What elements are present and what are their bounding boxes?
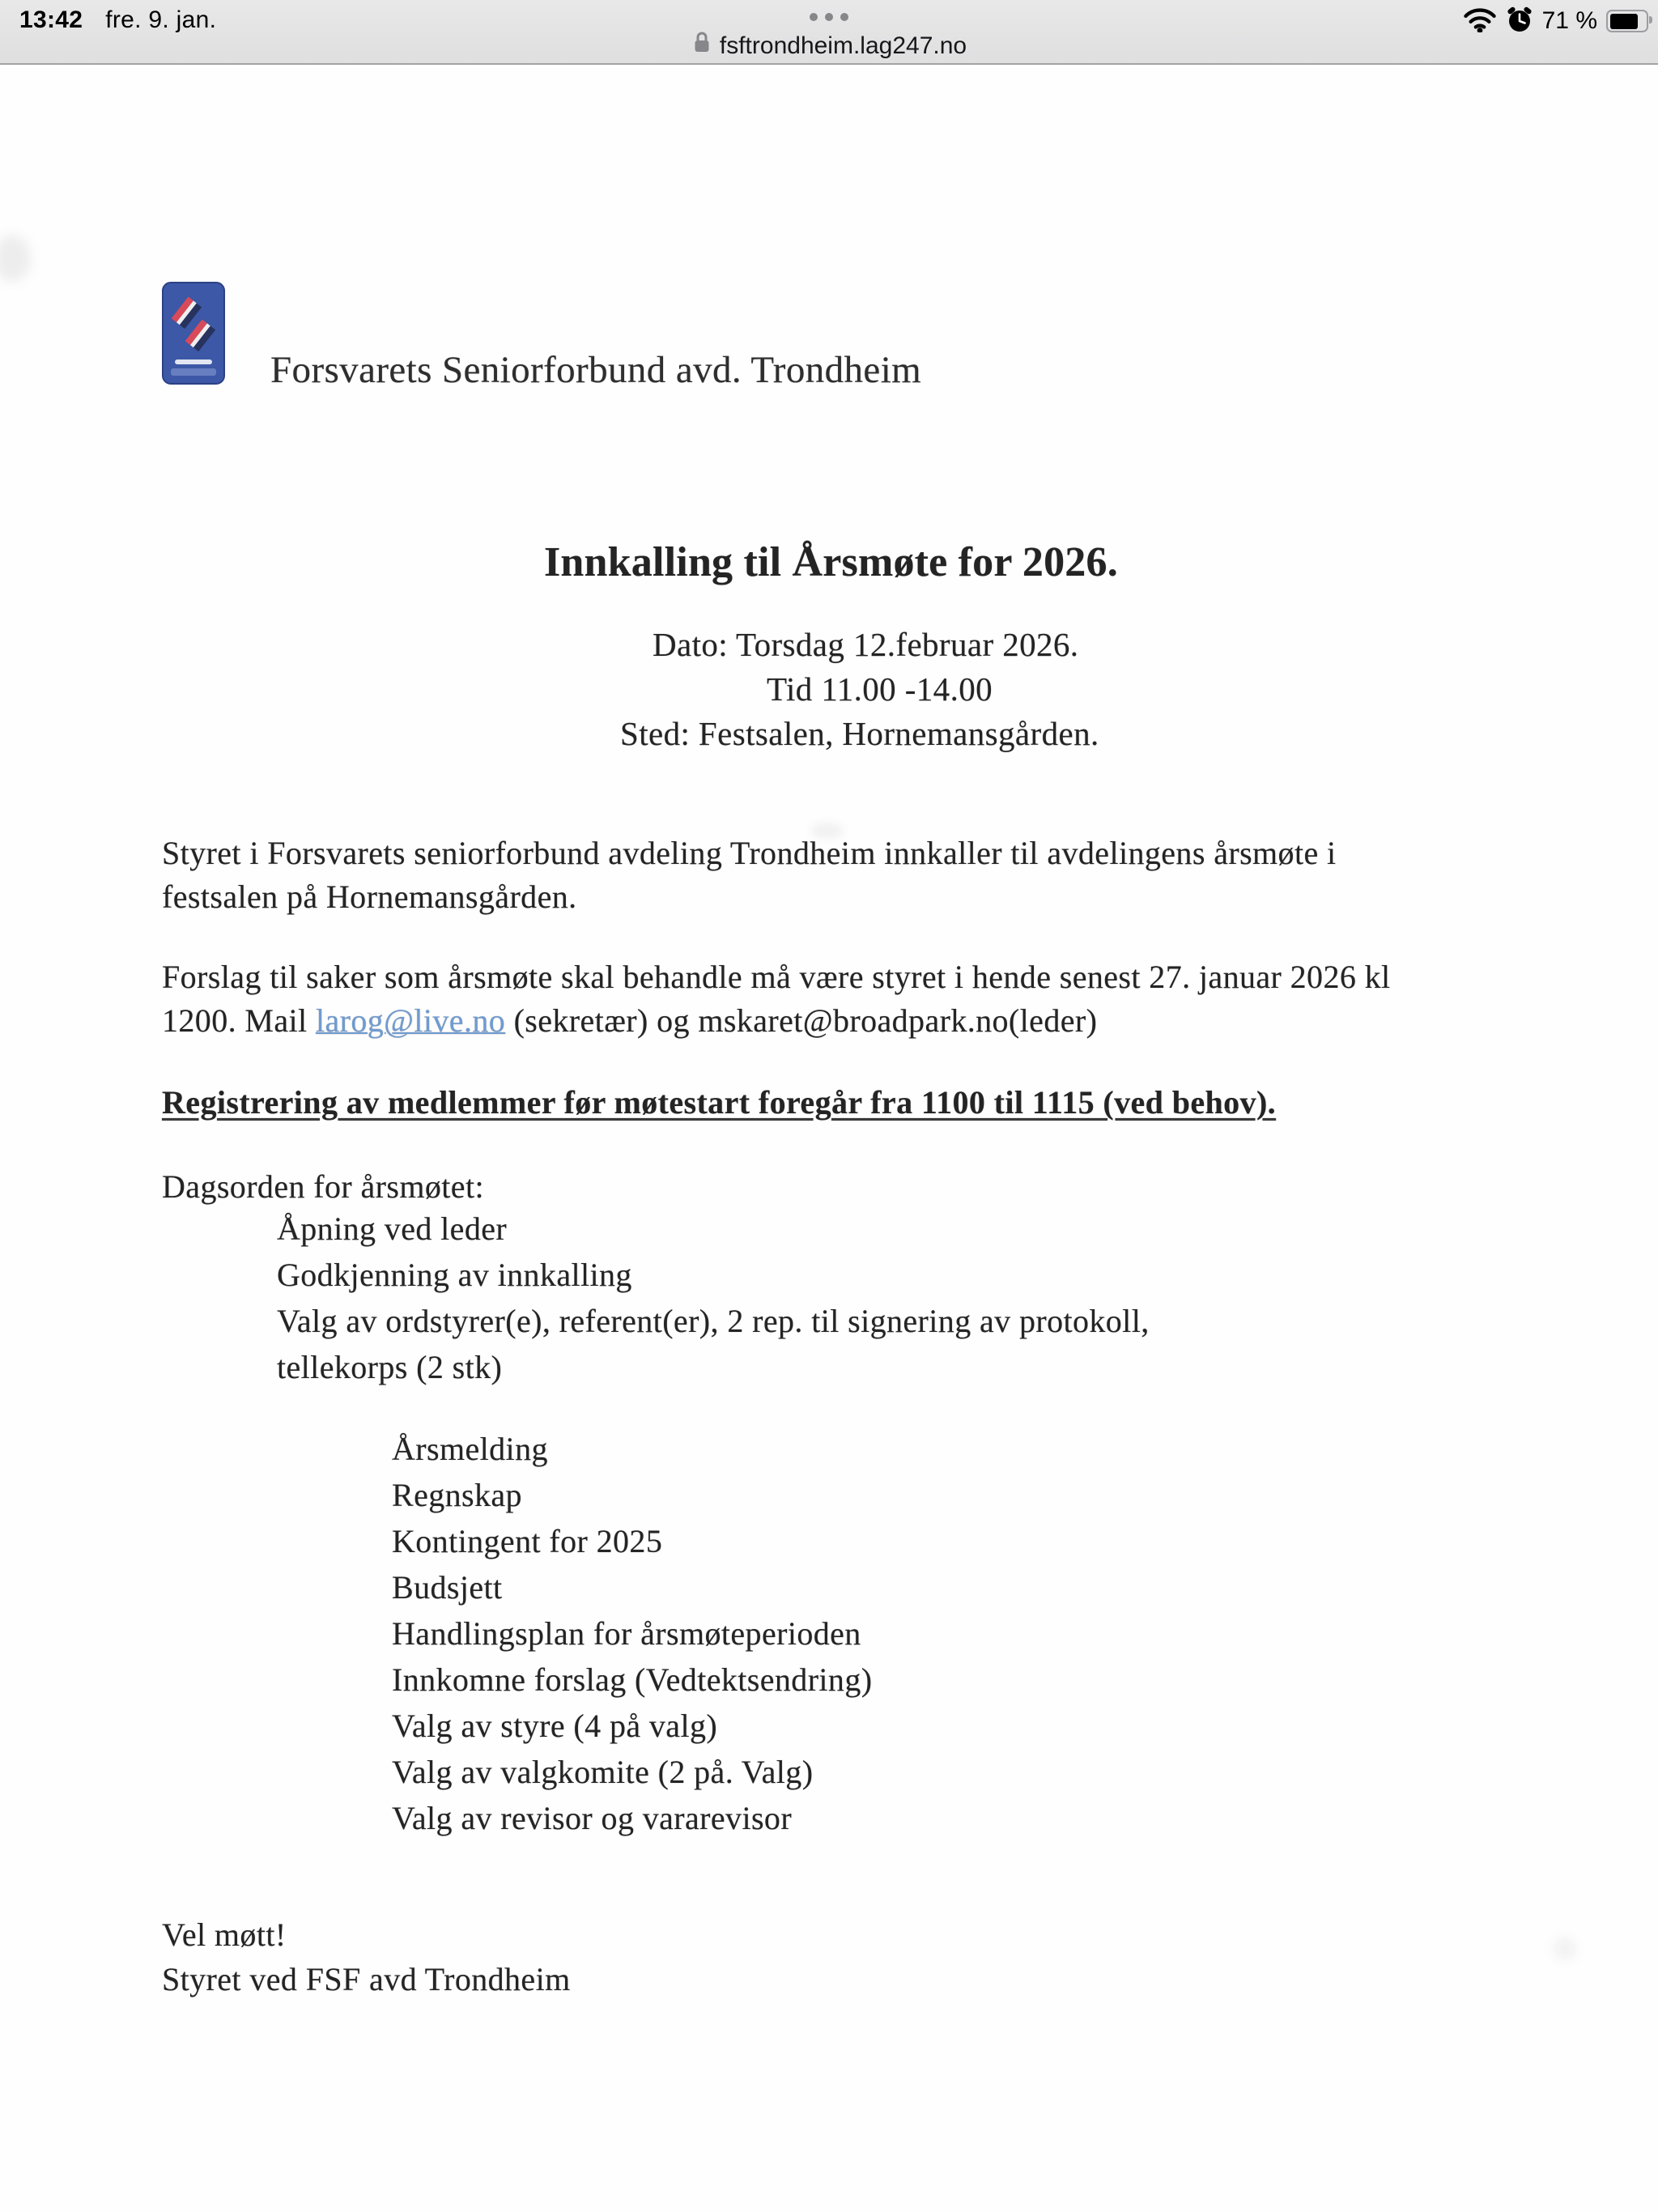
address-bar[interactable] bbox=[0, 31, 1658, 62]
agenda-item: Valg av revisor og vararevisor bbox=[392, 1800, 793, 1836]
org-name: Forsvarets Seniorforbund avd. Trondheim bbox=[270, 349, 922, 391]
scan-artifact bbox=[0, 235, 31, 282]
safari-top-chrome bbox=[0, 0, 1658, 65]
page-title: Innkalling til Årsmøte for 2026. bbox=[544, 539, 1118, 585]
multitasking-dots-icon[interactable] bbox=[810, 13, 848, 21]
dot-icon bbox=[840, 13, 848, 21]
battery-tip bbox=[1649, 16, 1652, 23]
proposal-line: Forslag til saker som årsmøte skal behandle må være styret i hende senest 27. januar 2026 kl bbox=[162, 959, 1391, 995]
agenda-item: Åpning ved leder bbox=[277, 1210, 508, 1247]
place-line: Sted: Festsalen, Hornemansgården. bbox=[620, 715, 1099, 752]
registration-line: Registrering av medlemmer før møtestart foregår fra 1100 til 1115 (ved behov). bbox=[162, 1084, 1277, 1121]
status-left bbox=[19, 6, 216, 34]
closing-line: Vel møtt! bbox=[162, 1916, 287, 1953]
dot-icon bbox=[825, 13, 833, 21]
agenda-heading: Dagsorden for årsmøtet: bbox=[162, 1168, 484, 1205]
document-page bbox=[0, 65, 1658, 2212]
battery-fill bbox=[1610, 14, 1638, 29]
status-date: fre. 9. jan. bbox=[105, 6, 217, 33]
closing-line: Styret ved FSF avd Trondheim bbox=[162, 1961, 571, 1997]
intro-line: festsalen på Hornemansgården. bbox=[162, 878, 577, 915]
scan-artifact bbox=[1553, 1937, 1577, 1961]
agenda-item: Regnskap bbox=[392, 1477, 522, 1513]
fsf-logo bbox=[162, 282, 225, 385]
address-domain: fsftrondheim.lag247.no bbox=[719, 32, 967, 59]
battery-percent: 71 % bbox=[1541, 7, 1597, 34]
agenda-item: Valg av valgkomite (2 på. Valg) bbox=[392, 1754, 814, 1790]
agenda-item: Valg av ordstyrer(e), referent(er), 2 rep. til signering av protokoll, bbox=[277, 1303, 1150, 1339]
date-line: Dato: Torsdag 12.februar 2026. bbox=[653, 626, 1079, 663]
time-line: Tid 11.00 -14.00 bbox=[767, 670, 993, 708]
intro-line: Styret i Forsvarets seniorforbund avdeling Trondheim innkaller til avdelingens årsmøte i bbox=[162, 835, 1337, 871]
agenda-item: tellekorps (2 stk) bbox=[277, 1349, 503, 1385]
agenda-item: Innkomne forslag (Vedtektsendring) bbox=[392, 1661, 873, 1698]
dot-icon bbox=[810, 13, 818, 21]
padlock-icon bbox=[691, 31, 712, 62]
agenda-item: Valg av styre (4 på valg) bbox=[392, 1708, 718, 1744]
proposal-pre: 1200. Mail bbox=[162, 1002, 316, 1039]
agenda-item: Kontingent for 2025 bbox=[392, 1523, 663, 1559]
status-time: 13:42 bbox=[19, 6, 83, 33]
agenda-item: Godkjenning av innkalling bbox=[277, 1257, 632, 1293]
agenda-item: Budsjett bbox=[392, 1569, 503, 1606]
agenda-item: Handlingsplan for årsmøteperioden bbox=[392, 1615, 861, 1652]
proposal-post: (sekretær) og mskaret@broadpark.no(leder) bbox=[505, 1002, 1098, 1039]
email-link[interactable]: larog@live.no bbox=[315, 1002, 506, 1039]
agenda-item: Årsmelding bbox=[392, 1431, 548, 1467]
proposal-line bbox=[162, 1002, 1097, 1040]
battery-icon bbox=[1606, 10, 1648, 32]
